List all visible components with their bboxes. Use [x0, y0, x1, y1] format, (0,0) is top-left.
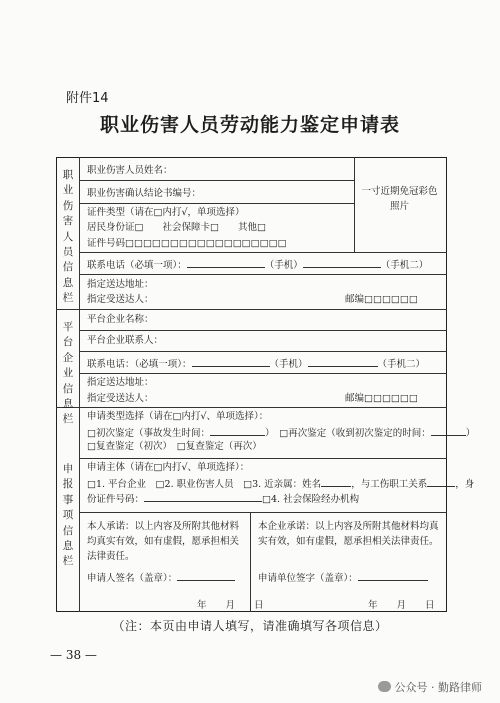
relative-name-blank — [321, 477, 351, 487]
mobile-label: （手机） — [269, 359, 308, 370]
applicant-signature-blank — [177, 571, 235, 581]
enterprise-pledge: 本企业承诺：以上内容及所附其他材料均真实有效，如有虚假，愿承担相关法律责任。 — [258, 521, 439, 547]
id-number-blank — [144, 492, 262, 502]
application-type-label: 申请类型选择（请在□内打√、单项选择）： — [87, 411, 269, 422]
first-repeat-row — [87, 426, 475, 439]
section-label-injured: 职业伤害人员信息栏 — [62, 169, 74, 305]
repeat-assessment-option: ） □再次鉴定（收到初次鉴定的时间： — [264, 428, 431, 439]
watermark-text: 公众号 · 勤路律师 — [394, 681, 482, 694]
section-divider — [56, 309, 447, 310]
applicant-signature-row — [87, 571, 235, 584]
id-number-boxes: 证件号码□□□□□□□□□□□□□□□□□□ — [87, 238, 287, 249]
phone-label: 联系电话（必填一项）： — [87, 260, 187, 271]
applicant-signature-label: 申请人签名（盖章）： — [87, 573, 178, 584]
platform-phone-row — [87, 357, 425, 370]
injured-phone-row — [87, 258, 428, 271]
platform-contact-label: 平台企业联系人： — [87, 335, 164, 346]
row-divider — [79, 180, 354, 181]
id-type-options: 居民身份证□ 社会保障卡□ 其他□ — [87, 222, 266, 233]
relation-label: ，与工伤职工关系 — [351, 479, 428, 490]
platform-address-label: 指定送达地址： — [87, 377, 154, 388]
id-number-label: 份证件号码： — [87, 494, 145, 505]
enterprise-signature-row — [258, 571, 428, 584]
id-type-label: 证件类型（请在□内打√，单项选择） — [87, 207, 245, 218]
mobile2-label: （手机二） — [377, 359, 426, 370]
row-divider — [79, 203, 354, 204]
first-assessment-option: □初次鉴定（事故发生时间： — [87, 428, 210, 439]
subject-options: □1. 平台企业 □2. 职业伤害人员 □3. 近亲属：姓名 — [87, 479, 322, 490]
id-continuation: ，身 — [455, 479, 475, 490]
label-column-divider — [79, 157, 80, 612]
close-paren: ） — [465, 428, 476, 439]
first-result-time-blank — [431, 426, 466, 436]
mobile-label: （手机） — [264, 260, 303, 271]
relation-blank — [427, 477, 455, 487]
section-label-application: 申报事项信息栏 — [62, 463, 74, 568]
accident-time-blank — [210, 426, 265, 436]
subject-label: 申请主体（请在□内打√、单项选择）： — [87, 462, 250, 473]
watermark — [378, 681, 483, 693]
row-divider — [79, 373, 447, 374]
footer-note: （注：本页由申请人填写，请准确填写各项信息） — [112, 619, 388, 633]
page-number: — 38 — — [50, 648, 97, 662]
row-divider — [79, 274, 447, 275]
form-title: 职业伤害人员劳动能力鉴定申请表 — [99, 114, 400, 136]
review-options: □复查鉴定（初次） □复查鉴定（再次） — [87, 441, 262, 452]
row-divider — [79, 252, 447, 253]
section-label-platform: 平台企业信息栏 — [62, 321, 74, 426]
subject-options-row — [87, 477, 474, 490]
social-insurance-option: □4. 社会保险经办机构 — [262, 494, 360, 505]
enterprise-date: 年 月 日 — [368, 600, 435, 611]
photo-column-divider — [354, 157, 355, 252]
row-divider — [79, 512, 447, 513]
enterprise-signature-label: 申请单位签字（盖章）： — [258, 573, 358, 584]
platform-name-label: 平台企业名称： — [87, 314, 154, 325]
phone-label: 联系电话：（必填一项）： — [87, 359, 192, 370]
injury-cert-number-label: 职业伤害确认结论书编号： — [87, 188, 202, 199]
platform-recipient-label: 指定受送达人： — [87, 393, 154, 404]
applicant-date: 年 月 日 — [197, 600, 264, 611]
enterprise-signature-blank — [358, 571, 428, 581]
section-divider — [56, 407, 447, 408]
attachment-label: 附件14 — [66, 91, 109, 106]
row-divider — [79, 351, 447, 352]
mobile2-label: （手机二） — [380, 260, 429, 271]
injured-recipient-label: 指定受送达人： — [87, 294, 154, 305]
wechat-icon — [378, 681, 391, 692]
mobile-blank — [308, 357, 378, 367]
injured-address-label: 指定送达地址： — [87, 279, 154, 290]
phone-blank — [187, 258, 265, 268]
injured-name-label: 职业伤害人员姓名： — [87, 165, 173, 176]
photo-placeholder: 一寸近期免冠彩色照片 — [361, 186, 438, 212]
phone-blank — [192, 357, 270, 367]
row-divider — [79, 458, 447, 459]
pledge-column-divider — [250, 512, 251, 612]
injured-postcode: 邮编□□□□□□ — [345, 294, 418, 305]
personal-pledge: 本人承诺：以上内容及所附其他材料均真实有效，如有虚假，愿承担相关法律责任。 — [87, 521, 240, 562]
row-divider — [79, 330, 447, 331]
platform-postcode: 邮编□□□□□□ — [345, 393, 418, 404]
mobile-blank — [303, 258, 381, 268]
subject-id-row — [87, 492, 359, 505]
